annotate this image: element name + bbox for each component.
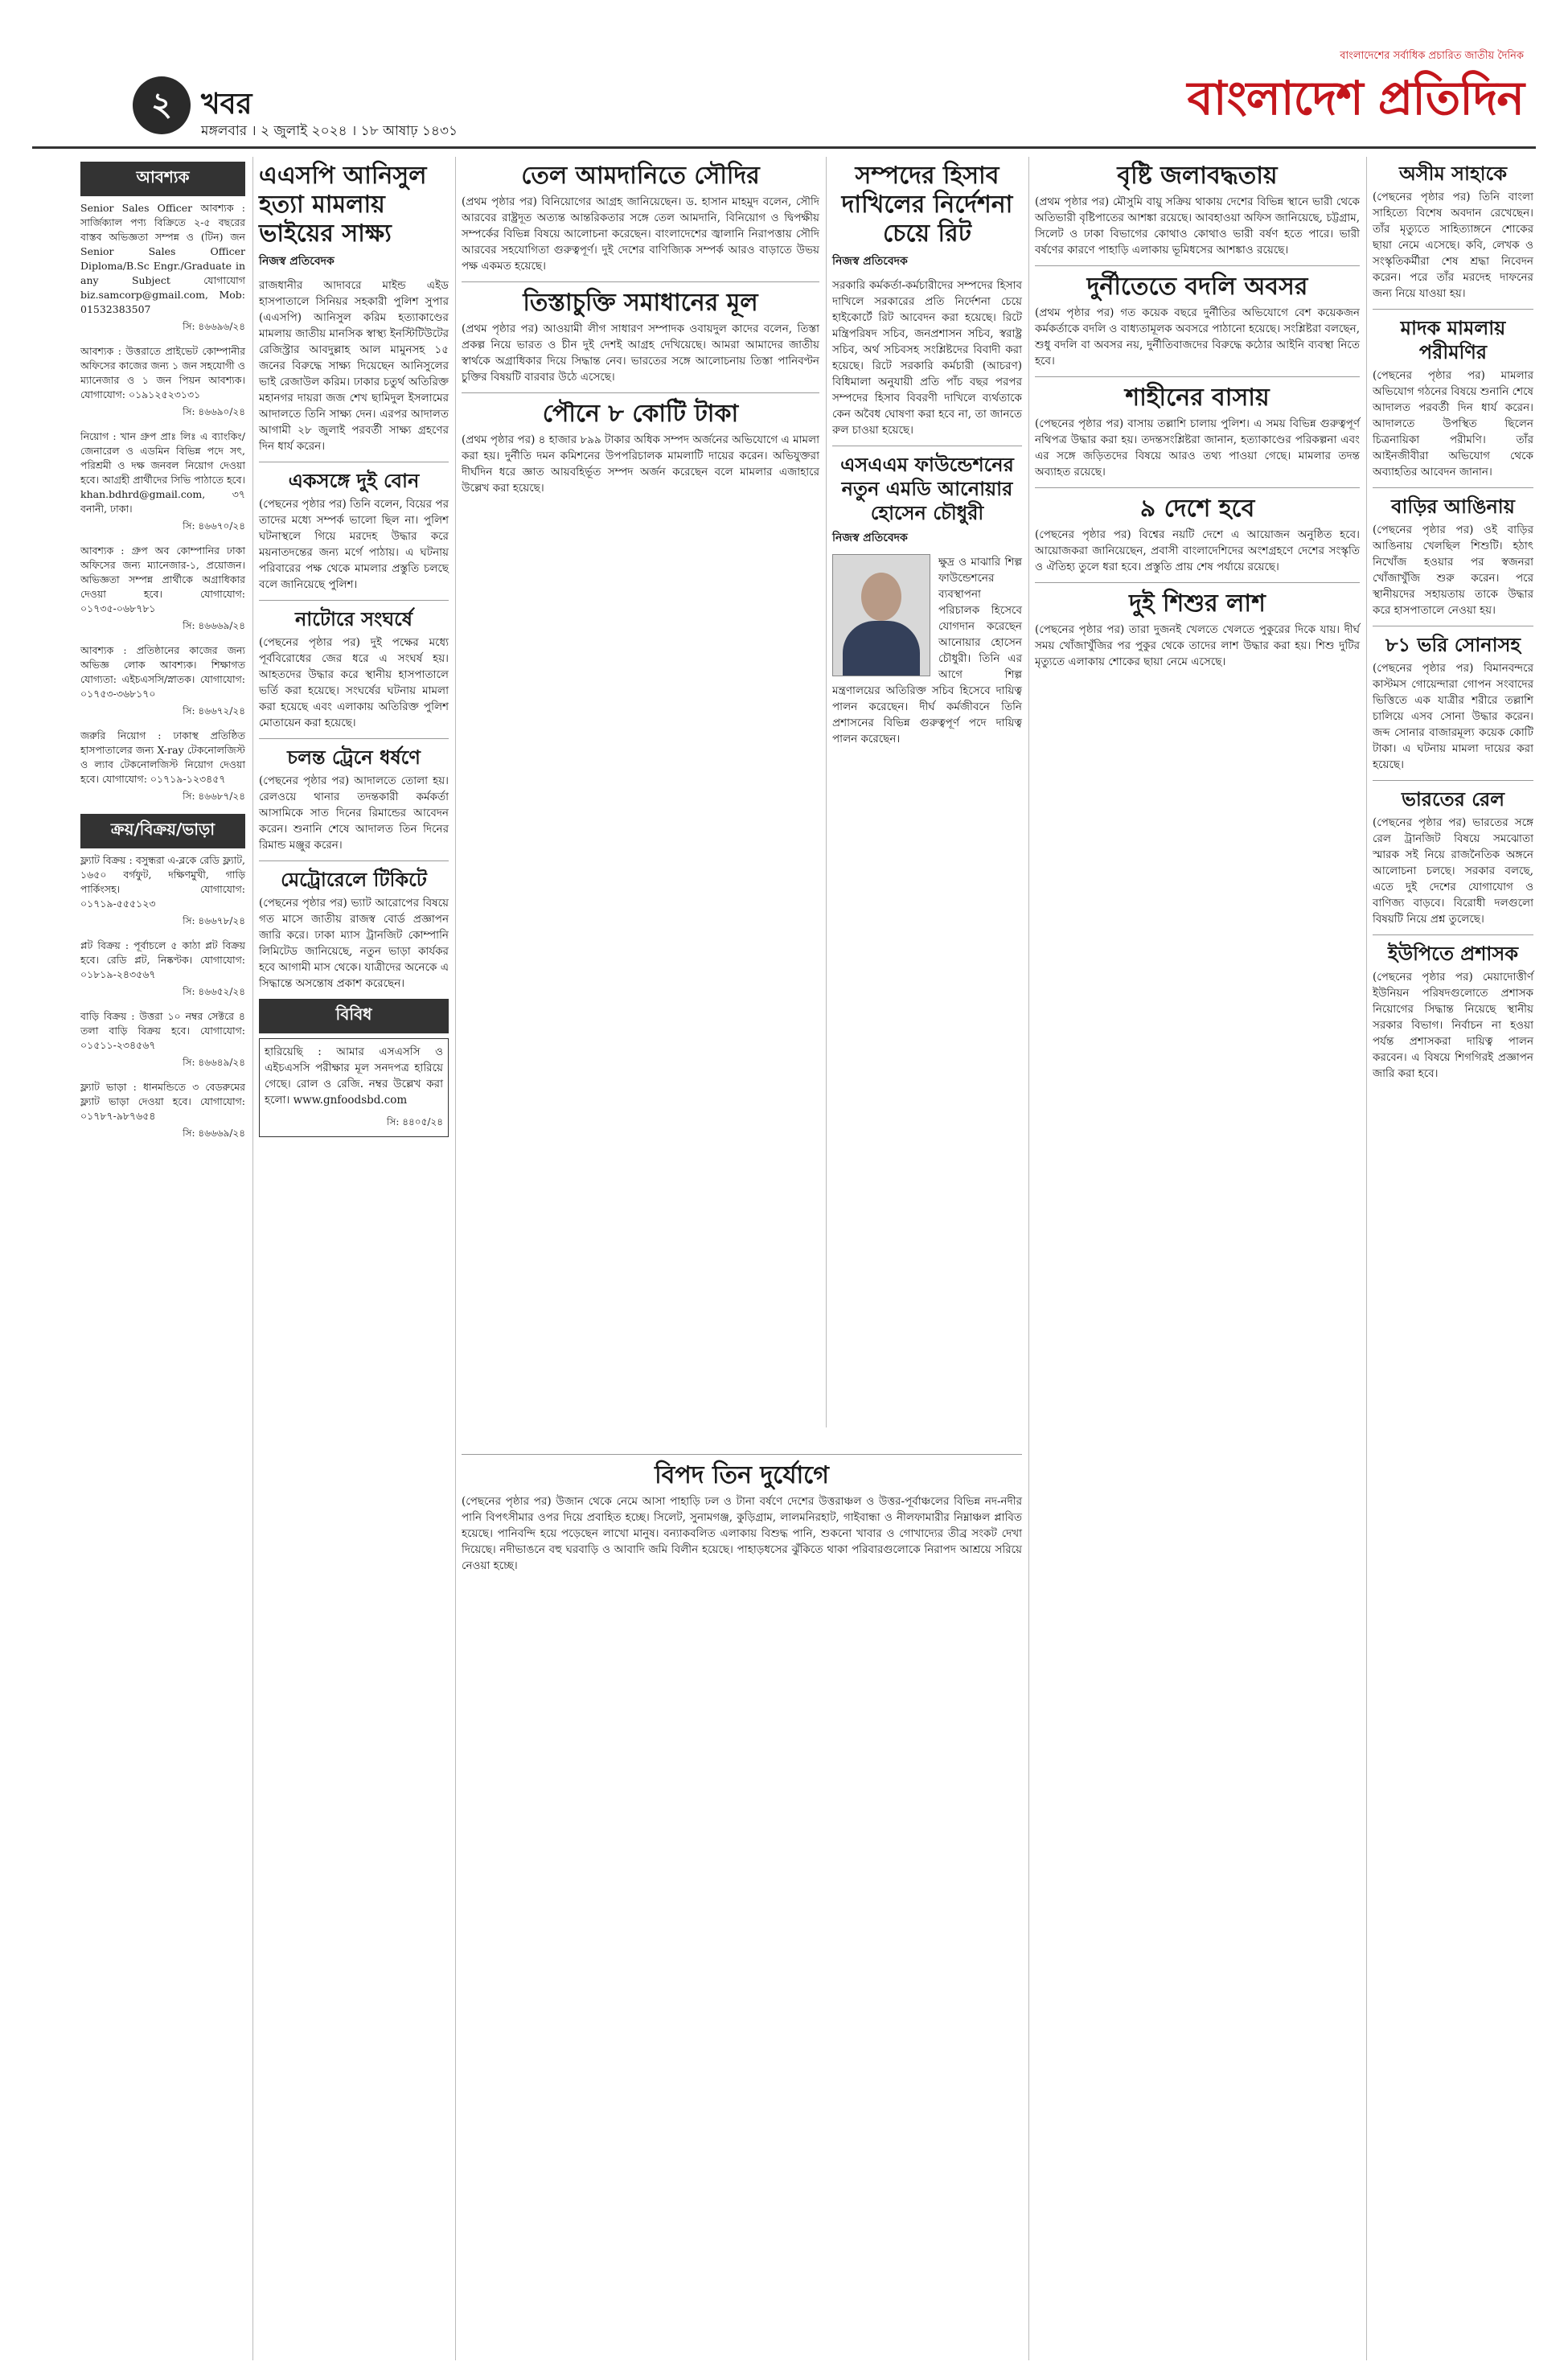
article-body: (পেছনের পৃষ্ঠার পর) ওই বাড়ির আঙিনায় খেলছিল শিশুটি। হঠাৎ নিখোঁজ হওয়ার পর স্বজনরা খোঁজাখুঁজি শুরু করেন। পরে স্থানীয়দের সহায়তায় তাকে উদ্ধার করে হাসপাতালে নেওয়া হয়।: [1373, 524, 1533, 617]
headline-upazila: ইউপিতে প্রশাসক: [1387, 943, 1519, 965]
article-body: (পেছনের পৃষ্ঠার পর) তারা দুজনই খেলতে খেলতে পুকুরের দিকে যায়। দীর্ঘ সময় খোঁজাখুঁজির পর পুকুর থেকে তাদের লাশ উদ্ধার করা হয়। শিশু দুটির মৃত্যুতে এলাকায় শোকের ছায়া নেমে এসেছে।: [1035, 623, 1360, 668]
byline: নিজস্ব প্রতিবেদক: [832, 532, 908, 544]
article-body: (পেছনের পৃষ্ঠার পর) ভারতের সঙ্গে রেল ট্রানজিট বিষয়ে সমঝোতা স্মারক সই নিয়ে রাজনৈতিক অঙ্গনে আলোচনা চলছে। সরকার বলছে, এতে দুই দেশের যোগাযোগ ও বাণিজ্য বাড়বে। বিরোধী দলগুলো বিষয়টি নিয়ে প্রশ্ন তুলেছে।: [1373, 816, 1533, 926]
headline-sisters: একসঙ্গে দুই বোন: [288, 470, 420, 492]
column-6: [1035, 157, 1360, 677]
masthead: [0, 0, 1568, 161]
article-body: রাজধানীর আদাবরে মাইন্ড এইড হাসপাতালে সিনিয়র সহকারী পুলিশ সুপার (এএসপি) আনিসুল করিম হত্যাকাণ্ডের মামলায় জাতীয় মানসিক স্বাস্থ্য ইনস্টিটিউটের রেজিস্ট্রার আবদুল্লাহ আল মামুনসহ ১৫ জনের বিরুদ্ধে সাক্ষ্য দিয়েছেন আনিসুলের ভাই রেজাউল করিম। ঢাকার চতুর্থ অতিরিক্ত মহানগর দায়রা জজ শেখ ছামিদুল ইসলামের আদালতে তিনি সাক্ষ্য দেন। এরপর আদালত আগামী ২৮ জুলাই পরবর্তী সাক্ষ্য গ্রহণের দিন ধার্য করেন।: [259, 279, 449, 453]
divider: [462, 392, 819, 393]
article-body: (পেছনের পৃষ্ঠার পর) মামলার অভিযোগ গঠনের বিষয়ে শুনানি শেষে আদালত পরবর্তী দিন ধার্য করেন। আদালতে উপস্থিত ছিলেন চিত্রনায়িকা পরীমণি। তাঁর আইনজীবীরা অভিযোগ থেকে অব্যাহতির আবেদন জানান।: [1373, 369, 1533, 478]
column-divider: [252, 157, 253, 2360]
article-body: (পেছনের পৃষ্ঠার পর) আদালতে তোলা হয়। রেলওয়ে থানার তদন্তকারী কর্মকর্তা আসামিকে সাত দিনের রিমান্ডের আবেদন করেন। শুনানি শেষে আদালত তিন দিনের রিমান্ড মঞ্জুর করেন।: [259, 774, 449, 852]
column-divider: [826, 157, 827, 1427]
column-8: [1373, 157, 1533, 1089]
headline-rail: ভারতের রেল: [1401, 788, 1505, 811]
masthead-rule: [32, 146, 1536, 149]
headline-sam: এসএএম ফাউন্ডেশনের নতুন এমডি আনোয়ার হোসেন চৌধুরী: [840, 454, 1014, 524]
sale-ad: বাড়ি বিক্রয় : উত্তরা ১০ নম্বর সেক্টরে ৪ তলা বাড়ি বিক্রয় হবে। যোগাযোগ: ০১৫১১-২৩৪৫৬৭ সি: ৪৬৬৪৯/২৪: [80, 1010, 245, 1068]
divider: [462, 281, 819, 282]
article-body: (পেছনের পৃষ্ঠার পর) তিনি বাংলা সাহিত্যে বিশেষ অবদান রেখেছেন। তাঁর মৃত্যুতে সাহিত্যাঙ্গনে শোকের ছায়া নেমে এসেছে। কবি, লেখক ও সংস্কৃতিকর্মীরা শেষ শ্রদ্ধা নিবেদন করেন। পরে তাঁর মরদেহ দাফনের জন্য নিয়ে যাওয়া হয়।: [1373, 191, 1533, 300]
newspaper-logo: বাংলাদেশ প্রতিদিন: [1187, 71, 1524, 125]
article-body: সরকারি কর্মকর্তা-কর্মচারীদের সম্পদের হিসাব দাখিলে সরকারের প্রতি নির্দেশনা চেয়ে হাইকোর্টে রিট আবেদন করা হয়েছে। রিটে মন্ত্রিপরিষদ সচিব, জনপ্রশাসন সচিব, স্বরাষ্ট্র সচিব, অর্থ সচিবসহ সংশ্লিষ্টদের বিবাদী করা হয়েছে। রিটে সরকারি কর্মচারী (আচরণ) বিধিমালা অনুযায়ী প্রতি পাঁচ বছর পরপর সম্পদের হিসাব বিবরণী দাখিলে ব্যর্থতাকে কেন অবৈধ ঘোষণা করা হবে না, তা জানতে রুল চাওয়া হয়েছে।: [832, 279, 1022, 437]
divider: [259, 860, 449, 861]
page-number-badge: ২: [133, 76, 191, 134]
misc-box: [259, 1038, 449, 1137]
article-body: (পেছনের পৃষ্ঠার পর) বিমানবন্দরে কাস্টমস গোয়েন্দারা গোপন সংবাদের ভিত্তিতে এক যাত্রীর শরীরে তল্লাশি চালিয়ে এসব সোনা উদ্ধার করেন। জব্দ সোনার বাজারমূল্য কয়েক কোটি টাকা। এ ঘটনায় মামলা দায়ের করা হয়েছে।: [1373, 662, 1533, 771]
headline-children: দুই শিশুর লাশ: [1129, 589, 1266, 618]
classifieds-header: আবশ্যক: [80, 162, 245, 196]
headline-train: চলন্ত ট্রেনে ধর্ষণে: [287, 746, 421, 769]
misc-ref: সি: ৪৪০৫/২৪: [386, 1116, 443, 1127]
danger-article: [462, 1448, 1022, 1581]
sale-ad: ফ্ল্যাট বিক্রয় : বসুন্ধরা এ-ব্লকে রেডি ফ্ল্যাট, ১৬৫০ বর্গফুট, দক্ষিণমুখী, গাড়ি পার্কিংসহ। যোগাযোগ: ০১৭১৯-৫৫৫১২৩ সি: ৪৬৬৭৮/২৪: [80, 854, 245, 926]
article-body: (পেছনের পৃষ্ঠার পর) ভ্যাট আরোপের বিষয়ে গত মাসে জাতীয় রাজস্ব বোর্ড প্রজ্ঞাপন জারি করে। ঢাকা ম্যাস ট্রানজিট কোম্পানি লিমিটেড জানিয়েছে, নতুন ভাড়া কার্যকর হবে আগামী মাস থেকে। যাত্রীদের অনেকে এ সিদ্ধান্তে অসন্তোষ প্রকাশ করেছেন।: [259, 897, 449, 990]
column-3: [462, 157, 819, 503]
column-divider: [1028, 157, 1029, 2360]
divider: [259, 600, 449, 601]
headline-corruption: দুর্নীতেতে বদলি অবসর: [1086, 273, 1308, 301]
divider: [1373, 780, 1533, 781]
divider: [1035, 376, 1360, 377]
headline-house: বাড়ির আঙিনায়: [1391, 495, 1515, 518]
article-body: (প্রথম পৃষ্ঠার পর) মৌসুমি বায়ু সক্রিয় থাকায় দেশের বিভিন্ন স্থানে ভারী থেকে অতিভারী বৃষ্টিপাতের আশঙ্কা রয়েছে। আবহাওয়া অফিস জানিয়েছে, চট্টগ্রাম, সিলেট ও ঢাকা বিভাগের কোথাও কোথাও ভারী বর্ষণ হতে পারে। ভারী বর্ষণের কারণে পাহাড়ি এলাকায় ভূমিধসের আশঙ্কাও রয়েছে।: [1035, 195, 1360, 257]
headline-shahin: শাহীনের বাসায়: [1125, 384, 1270, 412]
headline-natore: নাটোরে সংঘর্ষে: [294, 608, 413, 630]
column-divider: [1366, 157, 1367, 2360]
sale-ad: প্লট বিক্রয় : পূর্বাচলে ৫ কাঠা প্লট বিক্রয় হবে। রেডি প্লট, নিষ্কণ্টক। যোগাযোগ: ০১৮১৯-২৪৩৫৬৭ সি: ৪৬৬৫২/২৪: [80, 939, 245, 997]
headline-gold: ৮১ ভরি সোনাসহ: [1385, 634, 1521, 656]
divider: [1035, 265, 1360, 266]
headline-asp: এএসপি আনিসুল হত্যা মামলায় ভাইয়ের সাক্ষ্য: [259, 162, 427, 248]
issue-date: মঙ্গলবার । ২ জুলাই ২০২৪ । ১৮ আষাঢ় ১৪৩১: [201, 123, 458, 139]
divider: [1035, 582, 1360, 583]
article-body: (পেছনের পৃষ্ঠার পর) উজান থেকে নেমে আসা পাহাড়ি ঢল ও টানা বর্ষণে দেশের উত্তরাঞ্চল ও উত্তর-পূর্বাঞ্চলের বিভিন্ন নদ-নদীর পানি বিপৎসীমার ওপর দিয়ে প্রবাহিত হচ্ছে। সিলেট, সুনামগঞ্জ, কুড়িগ্রাম, লালমনিরহাট, গাইবান্ধা ও নীলফামারীর নিম্নাঞ্চল প্লাবিত হয়েছে। পানিবন্দি হয়ে পড়েছেন লাখো মানুষ। বন্যাকবলিত এলাকায় বিশুদ্ধ পানি, শুকনো খাবার ও গোখাদ্যের তীব্র সংকট দেখা দিয়েছে। নদীভাঙনে বহু ঘরবাড়ি ও আবাদি জমি বিলীন হয়েছে। পাহাড়ধসের ঝুঁকিতে থাকা পরিবারগুলোকে নিরাপদ আশ্রয়ে সরিয়ে নেওয়া হচ্ছে।: [462, 1495, 1022, 1572]
headline-nine: ৯ দেশে হবে: [1139, 495, 1255, 523]
article-body: (প্রথম পৃষ্ঠার পর) আওয়ামী লীগ সাধারণ সম্পাদক ওবায়দুল কাদের বলেন, তিস্তা প্রকল্প নিয়ে ভারত ও চীন দুই দেশই আগ্রহ দেখিয়েছে। আমরা আমাদের জাতীয় স্বার্থকে অগ্রাধিকার দিয়ে সিদ্ধান্ত নেব। ভারতের সঙ্গে আলোচনায় তিস্তা পানিবণ্টন চুক্তির বিষয়টি বারবার উঠে এসেছে।: [462, 322, 819, 384]
headline-teesta: তিস্তাচুক্তি সমাধানের মূল: [523, 289, 758, 317]
sale-ad: ফ্ল্যাট ভাড়া : ধানমন্ডিতে ৩ বেডরুমের ফ্ল্যাট ভাড়া দেওয়া হবে। যোগাযোগ: ০১৭৮৭-৯৮৭৬৫৪ সি: ৪৬৬৬৯/২৪: [80, 1081, 245, 1139]
divider: [1035, 487, 1360, 488]
classified-ad: আবশ্যক : গ্রুপ অব কোম্পানির ঢাকা অফিসের জন্য ম্যানেজার-১, প্রয়োজন। অভিজ্ঞতা সম্পন্ন প্রার্থীকে অগ্রাধিকার দেওয়া হবে। যোগাযোগ: ০১৭৩৫-০৬৮৭৮১ সি: ৪৬৬৬৯/২৪: [80, 544, 245, 631]
headline-flood: বৃষ্টি জলাবদ্ধতায়: [1117, 162, 1278, 190]
classified-ad: আবশ্যক : প্রতিষ্ঠানের কাজের জন্য অভিজ্ঞ লোক আবশ্যক। শিক্ষাগত যোগ্যতা: এইচএসসি/স্নাতক। যোগাযোগ: ০১৭৫৩-৩৬৮১৭০ সি: ৪৬৬৭২/২৪: [80, 644, 245, 717]
byline: নিজস্ব প্রতিবেদক: [259, 255, 335, 268]
headline-metro: মেট্রোরেলে টিকিটে: [281, 869, 427, 891]
column-5: [832, 157, 1022, 754]
divider: [462, 1454, 1022, 1455]
article-body: (প্রথম পৃষ্ঠার পর) গত কয়েক বছরে দুর্নীতির অভিযোগে বেশ কয়েকজন কর্মকর্তাকে বদলি ও বাধ্যতামূলক অবসরে পাঠানো হয়েছে। সংশ্লিষ্টরা বলছেন, শুধু বদলি বা অবসর নয়, দুর্নীতিবাজদের বিরুদ্ধে কঠোর আইনি ব্যবস্থা নিতে হবে।: [1035, 306, 1360, 368]
misc-header: বিবিধ: [259, 999, 449, 1033]
classified-ad: আবশ্যক : উত্তরাতে প্রাইভেট কোম্পানীর অফিসের কাজের জন্য ১ জন সহযোগী ও ম্যানেজার ও ১ জন পিয়ন আবশ্যক। যোগাযোগ: ০১৯১২৫২৩১৩১ সি: ৪৬৬৯০/২৪: [80, 345, 245, 417]
headline-danger: বিপদ তিন দুর্যোগে: [655, 1461, 829, 1489]
article-body: (প্রথম পৃষ্ঠার পর) ৪ হাজার ৮৯৯ টাকার অধিক সম্পদ অর্জনের অভিযোগে এ মামলা করা হয়। দুর্নীতি দমন কমিশনের উপপরিচালক মামলাটি দায়ের করেন। অভিযুক্তরা দীর্ঘদিন ধরে জ্ঞাত আয়বহির্ভূত সম্পদ অর্জন করেছেন বলে মামলার এজাহারে উল্লেখ করা হয়েছে।: [462, 433, 819, 495]
section-name: খবর: [201, 88, 252, 121]
column-divider: [455, 157, 456, 2360]
misc-text: হারিয়েছি : আমার এসএসসি ও এইচএসসি পরীক্ষার মূল সনদপত্র হারিয়ে গেছে। রোল ও রেজি. নম্বর উল্লেখ করা হলো। www.gnfoodsbd.com: [265, 1045, 443, 1107]
classified-ad: জরুরি নিয়োগ : ঢাকাস্থ প্রতিষ্ঠিত হাসপাতালের জন্য X-ray টেকনোলজিস্ট ও ল্যাব টেকনোলজিস্ট নিয়োগ দেওয়া হবে। যোগাযোগ: ০১৭১৯-১২৩৪৫৭ সি: ৪৬৬৮৭/২৪: [80, 729, 245, 802]
portrait-photo: [832, 554, 930, 676]
article-body: (প্রথম পৃষ্ঠার পর) বিনিয়োগের আগ্রহ জানিয়েছেন। ড. হাসান মাহমুদ বলেন, সৌদি আরবের রাষ্ট্রদূত অত্যন্ত আন্তরিকতার সঙ্গে তেল আমদানি, বিনিয়োগ ও দ্বিপক্ষীয় সম্পর্কের বিভিন্ন বিষয়ে আলোচনা করেছেন। বাংলাদেশের জ্বালানি নিরাপত্তায় সৌদি আরবের সহযোগিতা গুরুত্বপূর্ণ। দুই দেশের বাণিজ্যিক সম্পর্ক আরও বাড়াতে উভয় পক্ষ একমত হয়েছে।: [462, 195, 819, 273]
article-body: (পেছনের পৃষ্ঠার পর) তিনি বলেন, বিয়ের পর তাদের মধ্যে সম্পর্ক ভালো ছিল না। পুলিশ ঘটনাস্থলে গিয়ে মরদেহ উদ্ধার করে ময়নাতদন্তের জন্য মর্গে পাঠায়। এ ঘটনায় পরিবারের পক্ষ থেকে মামলার প্রস্তুতি চলছে বলে জানিয়েছে পুলিশ।: [259, 498, 449, 591]
headline-saudi: তেল আমদানিতে সৌদির: [521, 162, 760, 190]
classified-ad: Senior Sales Officer আবশ্যক : সার্জিক্যাল পণ্য বিক্রিতে ২-৫ বছরের বাস্তব অভিজ্ঞতা সম্পন্ন ও (টিন) জন Senior Sales Officer Diploma/B.Sc Engr./Graduate in any Subject যোগাযোগ biz.samcorp@gmail.com, Mob: 01532383507 সি: ৪৬৬৯৬/২৪: [80, 202, 245, 332]
article-body: (পেছনের পৃষ্ঠার পর) বাসায় তল্লাশি চালায় পুলিশ। এ সময় বিভিন্ন গুরুত্বপূর্ণ নথিপত্র উদ্ধার করা হয়। তদন্তসংশ্লিষ্টরা জানান, হত্যাকাণ্ডের পরিকল্পনা এবং এর সঙ্গে জড়িতদের বিষয়ে আরও তথ্য পাওয়া গেছে। মামলার তদন্ত অব্যাহত রয়েছে।: [1035, 417, 1360, 478]
divider: [1373, 309, 1533, 310]
column-2: [259, 157, 449, 1137]
divider: [1373, 487, 1533, 488]
headline-drug: মাদক মামলায় পরীমণির: [1400, 317, 1506, 363]
article-body: (পেছনের পৃষ্ঠার পর) বিশ্বের নয়টি দেশে এ আয়োজন অনুষ্ঠিত হবে। আয়োজকরা জানিয়েছেন, প্রবাসী বাংলাদেশিদের অংশগ্রহণে দেশের সংস্কৃতি ও ঐতিহ্য তুলে ধরা হবে। প্রস্তুতি প্রায় শেষ পর্যায়ে রয়েছে।: [1035, 528, 1360, 573]
article-body: (পেছনের পৃষ্ঠার পর) মেয়াদোত্তীর্ণ ইউনিয়ন পরিষদগুলোতে প্রশাসক নিয়োগের সিদ্ধান্ত নিয়েছে স্থানীয় সরকার বিভাগ। নির্বাচন না হওয়া পর্যন্ত প্রশাসকরা দায়িত্ব পালন করবেন। এ বিষয়ে শিগগিরই প্রজ্ঞাপন জারি করা হবে।: [1373, 971, 1533, 1080]
article-body: ক্ষুদ্র ও মাঝারি শিল্প ফাউন্ডেশনের ব্যবস্থাপনা পরিচালক হিসেবে যোগদান করেছেন আনোয়ার হোসেন চৌধুরী। তিনি এর আগে শিল্প মন্ত্রণালয়ের অতিরিক্ত সচিব হিসেবে দায়িত্ব পালন করেছেন। দীর্ঘ কর্মজীবনে তিনি প্রশাসনের বিভিন্ন গুরুত্বপূর্ণ পদে দায়িত্ব পালন করেছেন।: [832, 556, 1022, 745]
headline-asim: অসীম সাহাকে: [1398, 162, 1507, 185]
logo-tagline: বাংলাদেশের সর্বাধিক প্রচারিত জাতীয় দৈনিক: [1340, 50, 1524, 62]
classified-ad: নিয়োগ : খান গ্রুপ প্রাঃ লিঃ এ ব্যাংকিং/জেনারেল ও এডমিন বিভিন্ন পদে সৎ, পরিশ্রমী ও দক্ষ জনবল নিয়োগ দেওয়া হবে। আগ্রহী প্রার্থীদের সিভি পাঠাতে হবে। khan.bdhrd@gmail.com, ৩৭ বনানী, ঢাকা। সি: ৪৬৬৭০/২৪: [80, 430, 245, 532]
article-body: (পেছনের পৃষ্ঠার পর) দুই পক্ষের মধ্যে পূর্ববিরোধের জের ধরে এ সংঘর্ষ হয়। আহতদের উদ্ধার করে স্থানীয় হাসপাতালে ভর্তি করা হয়েছে। সংঘর্ষের ঘটনায় মামলা করা হয়েছে এবং এলাকায় অতিরিক্ত পুলিশ মোতায়েন করা হয়েছে।: [259, 636, 449, 729]
divider: [259, 738, 449, 739]
headline-wealth: সম্পদের হিসাব দাখিলের নির্দেশনা চেয়ে রিট: [841, 162, 1013, 248]
sale-header: ক্রয়/বিক্রয়/ভাড়া: [80, 814, 245, 848]
classifieds-column: [80, 157, 245, 1151]
headline-hajj: পৌনে ৮ কোটি টাকা: [542, 400, 739, 428]
divider: [1373, 934, 1533, 935]
byline: নিজস্ব প্রতিবেদক: [832, 255, 908, 268]
